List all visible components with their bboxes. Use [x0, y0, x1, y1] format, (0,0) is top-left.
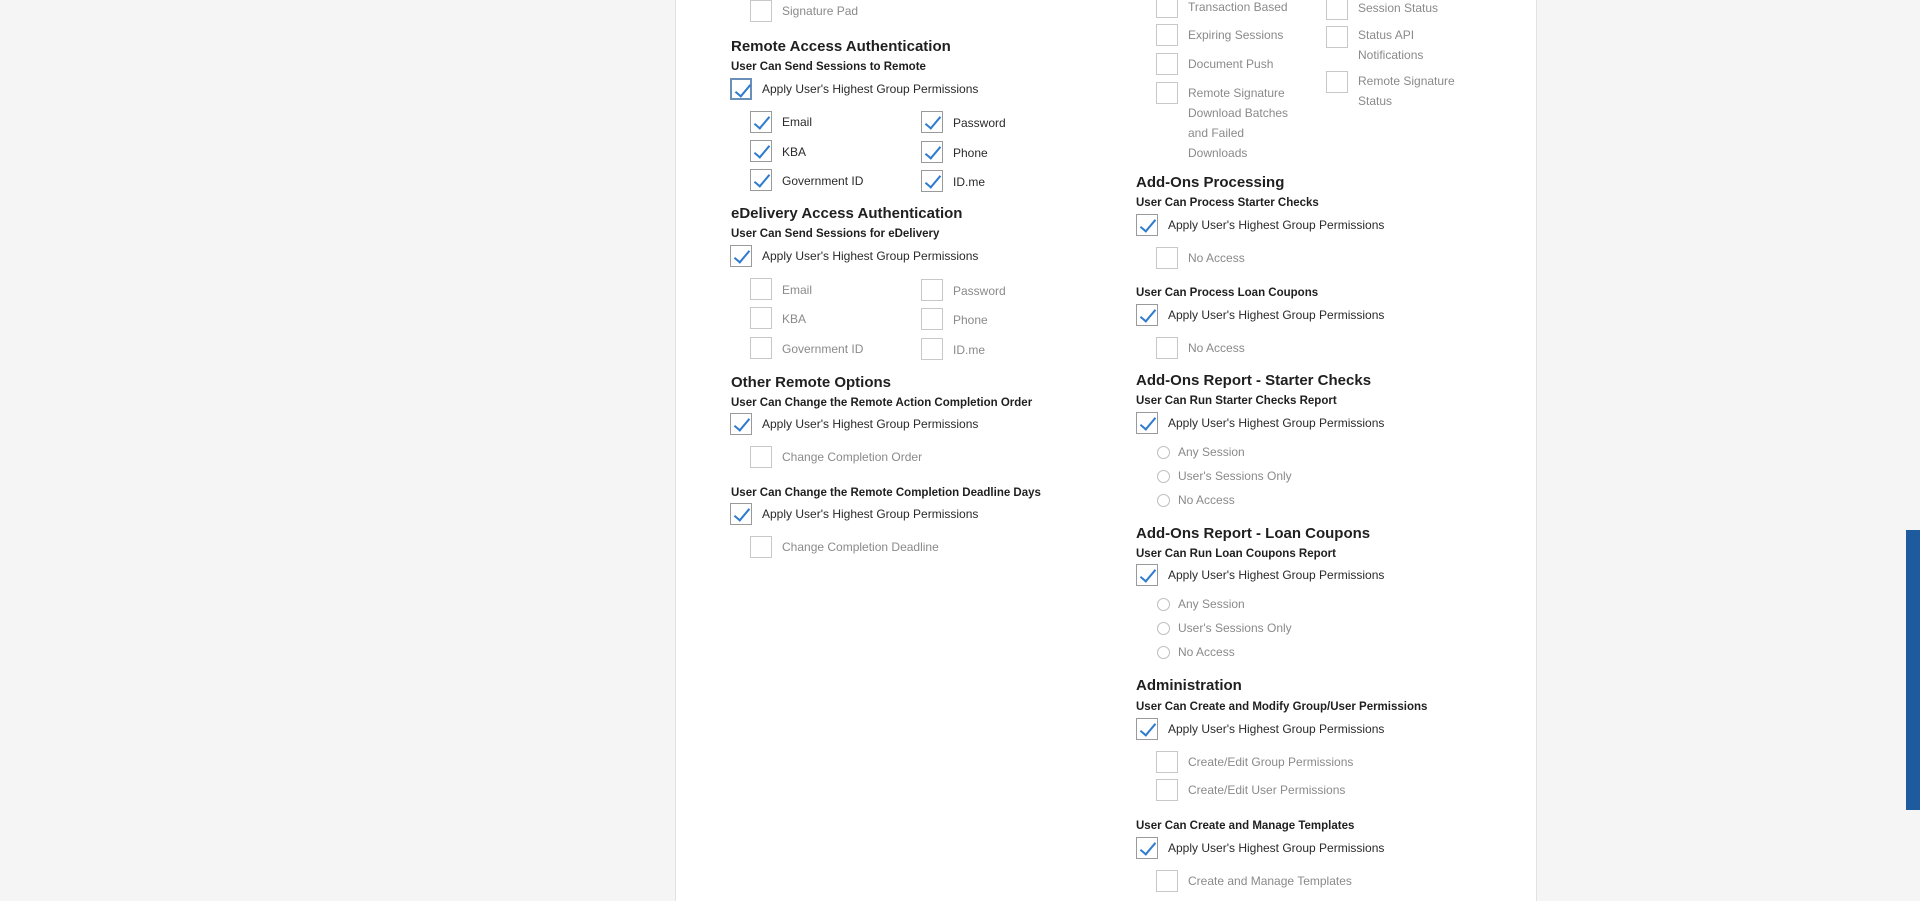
loan-coupons-subtitle: User Can Process Loan Coupons	[1136, 287, 1319, 299]
session-status-checkbox[interactable]	[1326, 0, 1348, 20]
edelivery-kba-checkbox[interactable]	[750, 307, 772, 329]
remote-email-label: Email	[782, 115, 813, 129]
starter-checks-subtitle: User Can Process Starter Checks	[1136, 197, 1319, 209]
change-order-checkbox[interactable]	[750, 446, 772, 468]
expiring-sessions-label: Expiring Sessions	[1188, 28, 1284, 42]
edelivery-kba-label: KBA	[782, 312, 807, 326]
report-starter-users-label: User's Sessions Only	[1178, 469, 1292, 483]
deadline-apply-label: Apply User's Highest Group Permissions	[762, 507, 979, 521]
edelivery-title: eDelivery Access Authentication	[731, 205, 963, 222]
report-loan-users-label: User's Sessions Only	[1178, 621, 1292, 635]
session-status-label: Session Status	[1358, 1, 1439, 15]
change-deadline-checkbox[interactable]	[750, 536, 772, 558]
remote-sig-download-checkbox[interactable]	[1156, 82, 1178, 104]
document-push-label: Document Push	[1188, 57, 1274, 71]
remote-access-title: Remote Access Authentication	[731, 38, 951, 55]
report-starter-apply-checkbox[interactable]	[1136, 412, 1158, 434]
report-loan-subtitle: User Can Run Loan Coupons Report	[1136, 548, 1336, 560]
document-push-checkbox[interactable]	[1156, 53, 1178, 75]
order-apply-label: Apply User's Highest Group Permissions	[762, 417, 979, 431]
edelivery-gov-id-checkbox[interactable]	[750, 337, 772, 359]
report-loan-none-label: No Access	[1178, 645, 1235, 659]
admin-permissions-subtitle: User Can Create and Modify Group/User Permissions	[1136, 701, 1428, 713]
admin-apply-label: Apply User's Highest Group Permissions	[1168, 722, 1385, 736]
loan-no-access-label: No Access	[1188, 341, 1245, 355]
report-starter-any-label: Any Session	[1178, 445, 1245, 459]
report-starter-none-radio[interactable]	[1157, 494, 1170, 507]
manage-templates-checkbox[interactable]	[1156, 870, 1178, 892]
manage-templates-label: Create and Manage Templates	[1188, 874, 1352, 888]
signature-pad-checkbox[interactable]	[750, 0, 772, 22]
edelivery-subtitle: User Can Send Sessions for eDelivery	[731, 228, 940, 240]
group-permissions-checkbox[interactable]	[1156, 751, 1178, 773]
report-loan-none-radio[interactable]	[1157, 646, 1170, 659]
remote-sig-status-checkbox[interactable]	[1326, 71, 1348, 93]
report-loan-apply-label: Apply User's Highest Group Permissions	[1168, 568, 1385, 582]
transaction-based-label: Transaction Based	[1188, 0, 1288, 14]
remote-gov-id-label: Government ID	[782, 174, 864, 188]
edelivery-gov-id-label: Government ID	[782, 342, 864, 356]
scrollbar-thumb[interactable]	[1906, 530, 1920, 810]
starter-apply-label: Apply User's Highest Group Permissions	[1168, 218, 1385, 232]
status-api-label: Status API Notifications	[1358, 28, 1424, 62]
report-loan-apply-checkbox[interactable]	[1136, 564, 1158, 586]
edelivery-password-checkbox[interactable]	[921, 279, 943, 301]
remote-sig-status-label: Remote Signature Status	[1358, 74, 1455, 108]
remote-idme-checkbox[interactable]	[921, 170, 943, 192]
remote-access-subtitle: User Can Send Sessions to Remote	[731, 61, 926, 73]
report-starter-any-radio[interactable]	[1157, 446, 1170, 459]
report-starter-none-label: No Access	[1178, 493, 1235, 507]
templates-apply-label: Apply User's Highest Group Permissions	[1168, 841, 1385, 855]
transaction-based-checkbox[interactable]	[1156, 0, 1178, 18]
report-loan-title: Add-Ons Report - Loan Coupons	[1136, 525, 1371, 542]
loan-no-access-checkbox[interactable]	[1156, 337, 1178, 359]
edelivery-idme-checkbox[interactable]	[921, 338, 943, 360]
remote-kba-label: KBA	[782, 145, 807, 159]
report-loan-users-radio[interactable]	[1157, 622, 1170, 635]
user-permissions-checkbox[interactable]	[1156, 779, 1178, 801]
starter-apply-checkbox[interactable]	[1136, 214, 1158, 236]
deadline-apply-checkbox[interactable]	[730, 503, 752, 525]
templates-apply-checkbox[interactable]	[1136, 837, 1158, 859]
remote-phone-label: Phone	[953, 146, 988, 160]
remote-password-label: Password	[953, 116, 1006, 130]
addons-processing-title: Add-Ons Processing	[1136, 174, 1285, 191]
starter-no-access-label: No Access	[1188, 251, 1245, 265]
report-starter-apply-label: Apply User's Highest Group Permissions	[1168, 416, 1385, 430]
edelivery-phone-label: Phone	[953, 313, 988, 327]
edelivery-email-checkbox[interactable]	[750, 278, 772, 300]
report-starter-subtitle: User Can Run Starter Checks Report	[1136, 395, 1337, 407]
change-order-label: Change Completion Order	[782, 450, 923, 464]
remote-idme-label: ID.me	[953, 175, 986, 189]
report-starter-users-radio[interactable]	[1157, 470, 1170, 483]
user-permissions-label: Create/Edit User Permissions	[1188, 783, 1346, 797]
templates-subtitle: User Can Create and Manage Templates	[1136, 820, 1355, 832]
expiring-sessions-checkbox[interactable]	[1156, 24, 1178, 46]
starter-no-access-checkbox[interactable]	[1156, 247, 1178, 269]
loan-apply-checkbox[interactable]	[1136, 304, 1158, 326]
remote-password-checkbox[interactable]	[921, 111, 943, 133]
report-starter-title: Add-Ons Report - Starter Checks	[1136, 372, 1372, 389]
report-loan-any-radio[interactable]	[1157, 598, 1170, 611]
remote-kba-checkbox[interactable]	[750, 140, 772, 162]
edelivery-apply-label: Apply User's Highest Group Permissions	[762, 249, 979, 263]
order-apply-checkbox[interactable]	[730, 413, 752, 435]
group-permissions-label: Create/Edit Group Permissions	[1188, 755, 1354, 769]
other-remote-subtitle-deadline: User Can Change the Remote Completion Deadline Days	[731, 487, 1041, 499]
edelivery-email-label: Email	[782, 283, 813, 297]
remote-apply-label: Apply User's Highest Group Permissions	[762, 82, 979, 96]
signature-pad-label: Signature Pad	[782, 4, 859, 18]
remote-email-checkbox[interactable]	[750, 111, 772, 133]
administration-title: Administration	[1136, 677, 1242, 694]
edelivery-idme-label: ID.me	[953, 343, 986, 357]
edelivery-phone-checkbox[interactable]	[921, 308, 943, 330]
other-remote-title: Other Remote Options	[731, 374, 892, 391]
remote-phone-checkbox[interactable]	[921, 141, 943, 163]
remote-apply-checkbox[interactable]	[730, 78, 752, 100]
loan-apply-label: Apply User's Highest Group Permissions	[1168, 308, 1385, 322]
edelivery-apply-checkbox[interactable]	[730, 245, 752, 267]
remote-sig-download-label: Remote Signature Download Batches and Failed Downloads	[1188, 86, 1289, 160]
remote-gov-id-checkbox[interactable]	[750, 169, 772, 191]
status-api-checkbox[interactable]	[1326, 26, 1348, 48]
report-loan-any-label: Any Session	[1178, 597, 1245, 611]
change-deadline-label: Change Completion Deadline	[782, 540, 939, 554]
admin-apply-checkbox[interactable]	[1136, 718, 1158, 740]
edelivery-password-label: Password	[953, 284, 1006, 298]
other-remote-subtitle-order: User Can Change the Remote Action Completion Order	[731, 397, 1033, 409]
